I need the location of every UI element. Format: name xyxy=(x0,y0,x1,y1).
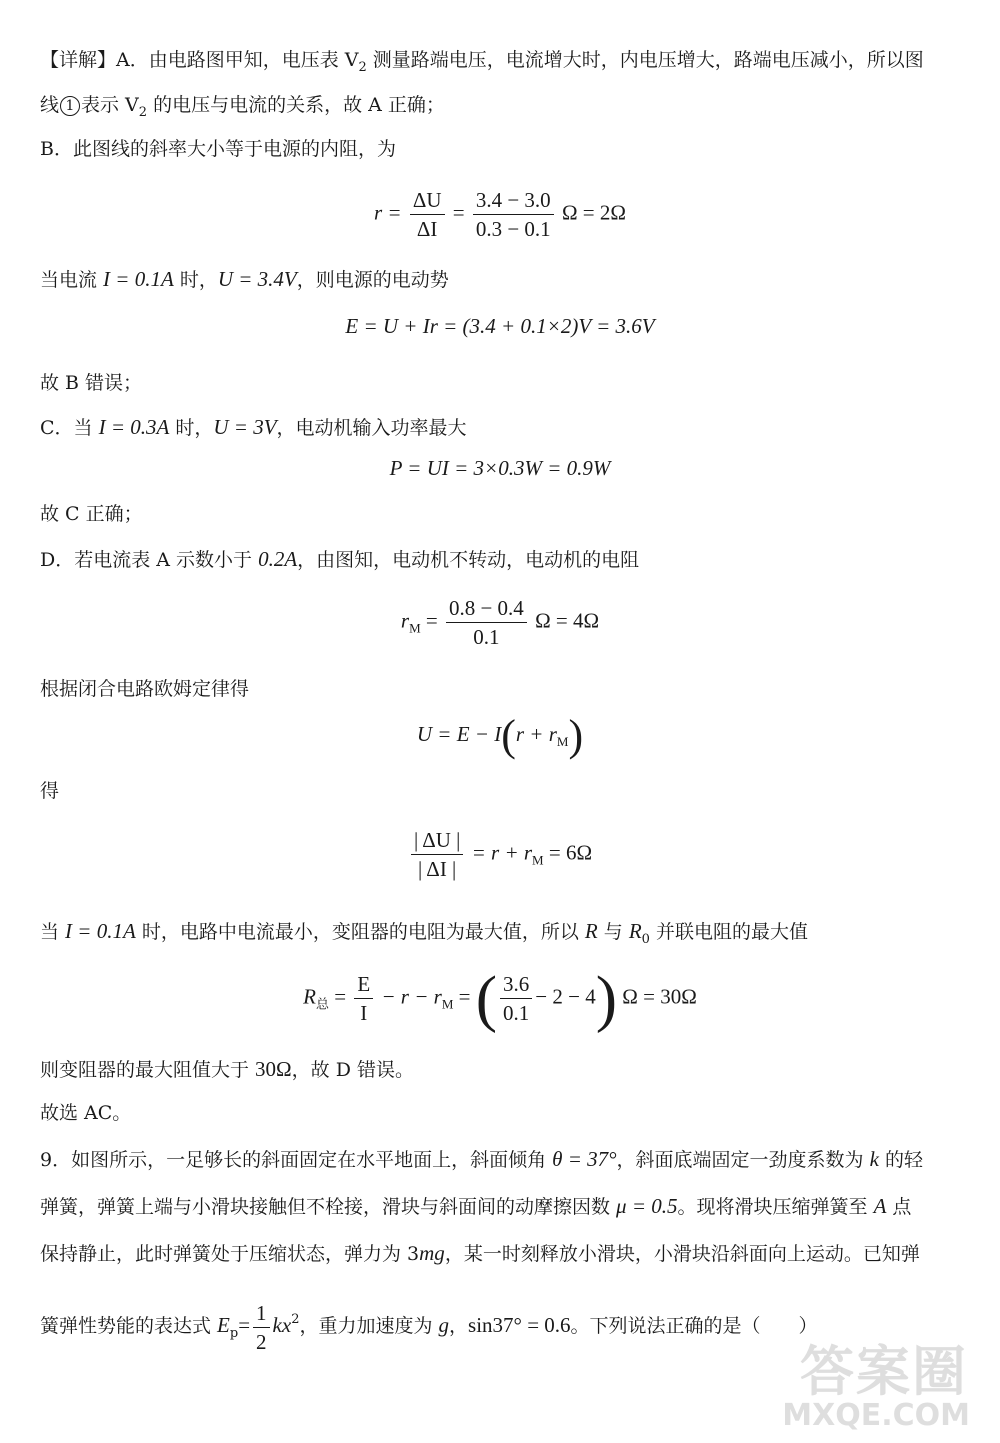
equation-emf: E = U + Ir = (3.4 + 0.1×2)V = 3.6V xyxy=(345,314,655,338)
equation-slope: $\frac{| \Delta U |}{| \Delta I |}$ = $r + r_M = 6\Omega$ xyxy=(0,826,1000,883)
watermark-site: MXQE.COM xyxy=(782,1398,970,1433)
answer-line: 故选 AC。 xyxy=(40,1102,132,1124)
fraction-e-over-i: $\frac{E}{I}$ xyxy=(354,970,373,1027)
option-c-intro: C．当 I = 0.3A 时，U = 3V，电动机输入功率最大 xyxy=(40,415,467,439)
option-d-conclusion: 则变阻器的最大阻值大于 30Ω，故 D 错误。 xyxy=(40,1057,414,1081)
analysis-line-2: 线 1 表示 $V_2$ 的电压与电流的关系，故 A 正确； xyxy=(40,94,445,120)
analysis-line-1: 【详解】A．由电路图甲知，电压表 $V_2$ 测量路端电压，电流增大时，内电压增大，路端电压减小，所以图 xyxy=(40,49,924,75)
min-current-line: 当 I = 0.1A 时，电路中电流最小，变阻器的电阻为最大值，所以 R 与 $R_0$ 并联电阻的最大值 xyxy=(40,919,808,947)
fraction-delta: $\frac{\Delta U}{\Delta I}$ xyxy=(410,186,445,243)
question-9-line-3: 保持静止，此时弹簧处于压缩状态，弹力为 3mg，某一时刻释放小滑块，小滑块沿斜面向上运动。已知弹 xyxy=(40,1241,920,1265)
fraction-motor: $\frac{0.8 - 0.4}{0.1}$ xyxy=(446,594,527,651)
equation-power: P = UI = 3×0.3W = 0.9W xyxy=(389,456,611,480)
option-b-conclusion: 故 B 错误； xyxy=(40,372,143,394)
option-c-conclusion: 故 C 正确； xyxy=(40,503,143,525)
circled-number: 1 xyxy=(60,96,80,116)
equation-ohm-law: $U = E - I(r + r_M)$ xyxy=(416,711,584,760)
fraction-emf-current: $\frac{3.6}{0.1}$ xyxy=(500,970,532,1027)
fraction-values: $\frac{3.4 - 3.0}{0.3 - 0.1}$ xyxy=(473,186,554,243)
question-9-line-4: 簧弹性势能的表达式 $E_p=$ $\frac{1}{2}$ $kx^2$，重力加速度为 g，sin37° = 0.6。下列说法正确的是（ ） xyxy=(40,1300,818,1354)
question-9-line-2: 弹簧，弹簧上端与小滑块接触但不栓接，滑块与斜面间的动摩擦因数 μ = 0.5。现将滑块压缩弹簧至 A 点 xyxy=(40,1194,912,1218)
equation-internal-resistance: r = $\frac{\Delta U}{\Delta I}$ = $\frac{3.4 - 3.0}{0.3 - 0.1}$ Ω = 2Ω xyxy=(373,188,626,241)
equation-total-resistance: $R_总$ = $\frac{E}{I}$ − $r - r_M$ = ( $\frac{3.6}{0.1}$ − 2 − 4) Ω = 30Ω xyxy=(303,962,697,1034)
fraction-abs: $\frac{| \Delta U |}{| \Delta I |}$ xyxy=(411,826,463,883)
watermark-logo: 答案圈 xyxy=(800,1340,968,1403)
option-d-intro: D．若电流表 A 示数小于 0.2A，由图知，电动机不转动，电动机的电阻 xyxy=(40,547,640,571)
watermark xyxy=(782,1329,978,1437)
therefore-line: 得 xyxy=(40,780,60,802)
equation-motor-resistance: $r_M$ = $\frac{0.8 - 0.4}{0.1}$ Ω = 4Ω xyxy=(400,596,600,649)
ohm-law-intro: 根据闭合电路欧姆定律得 xyxy=(40,678,250,700)
fraction-half: $\frac{1}{2}$ xyxy=(253,1299,270,1356)
question-9-line-1: 9．如图所示，一足够长的斜面固定在水平地面上，斜面倾角 θ = 37°，斜面底端固定一劲度系数为 k 的轻 xyxy=(40,1147,923,1171)
current-condition-line: 当电流 I = 0.1A 时，U = 3.4V，则电源的电动势 xyxy=(40,267,449,291)
option-b-intro: B．此图线的斜率大小等于电源的内阻，为 xyxy=(40,138,396,160)
